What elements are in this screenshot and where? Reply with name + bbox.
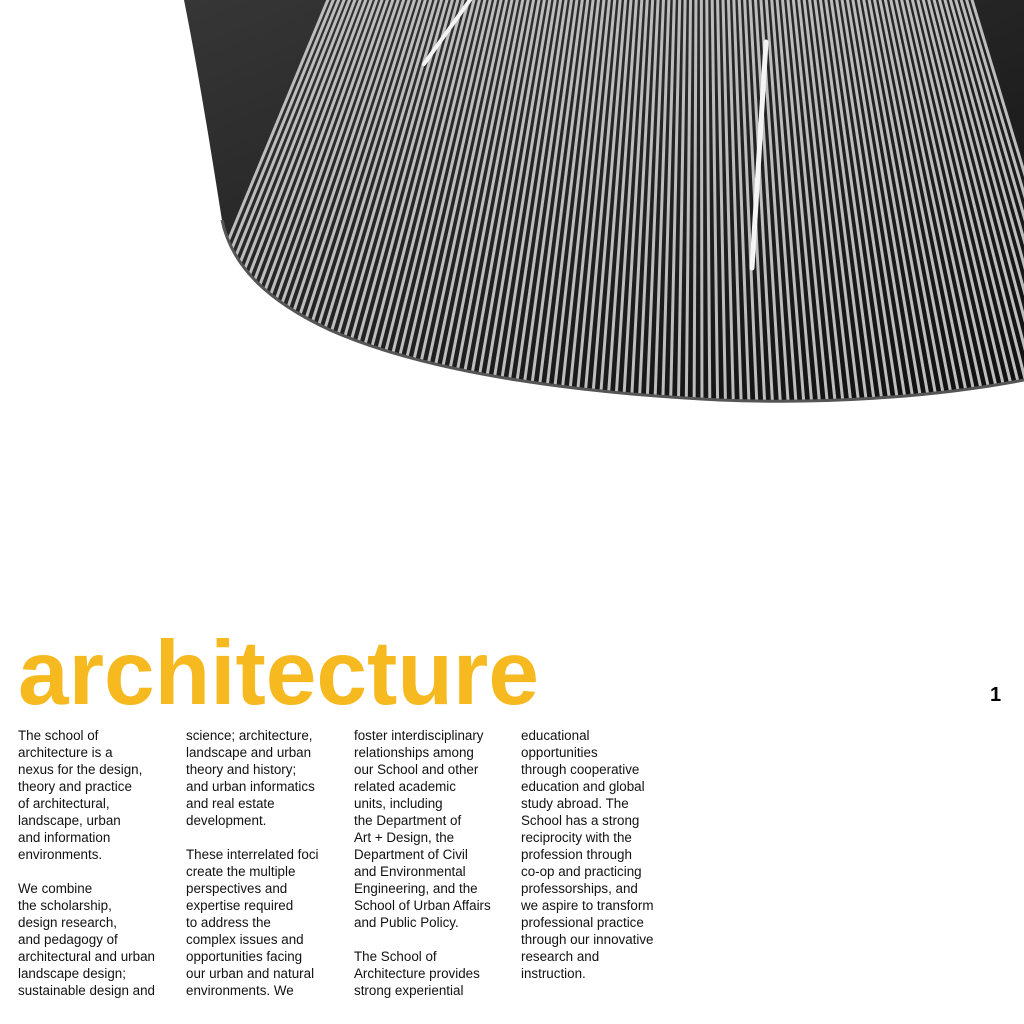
- text-column-2: [186, 727, 348, 999]
- text-line: professorships, and: [521, 881, 638, 896]
- text-line: profession through: [521, 847, 632, 862]
- text-column-1: [18, 727, 180, 999]
- text-line: opportunities: [521, 745, 598, 760]
- text-line: relationships among: [354, 745, 474, 760]
- text-line: strong experiential: [354, 983, 464, 998]
- text-line: the scholarship,: [18, 898, 112, 913]
- text-line: landscape design;: [18, 966, 126, 981]
- text-line: expertise required: [186, 898, 294, 913]
- text-line: theory and history;: [186, 762, 297, 777]
- text-line: through our innovative: [521, 932, 654, 947]
- text-line: our urban and natural: [186, 966, 315, 981]
- hero-photo: [0, 0, 1024, 420]
- text-line: to address the: [186, 915, 271, 930]
- text-line: our School and other: [354, 762, 479, 777]
- text-line: co-op and practicing: [521, 864, 642, 879]
- text-line: of architectural,: [18, 796, 110, 811]
- text-line: The School of: [354, 949, 437, 964]
- text-line: Art + Design, the: [354, 830, 455, 845]
- text-line: units, including: [354, 796, 443, 811]
- text-line: development.: [186, 813, 267, 828]
- text-line: We combine: [18, 881, 93, 896]
- text-line: instruction.: [521, 966, 586, 981]
- text-line: professional practice: [521, 915, 644, 930]
- text-line: foster interdisciplinary: [354, 728, 484, 743]
- text-line: we aspire to transform: [521, 898, 654, 913]
- text-line: related academic: [354, 779, 456, 794]
- text-line: and urban informatics: [186, 779, 315, 794]
- text-line: architectural and urban: [18, 949, 155, 964]
- text-line: environments. We: [186, 983, 294, 998]
- text-line: landscape and urban: [186, 745, 312, 760]
- text-line: opportunities facing: [186, 949, 303, 964]
- text-line: and Environmental: [354, 864, 466, 879]
- text-line: the Department of: [354, 813, 462, 828]
- text-line: reciprocity with the: [521, 830, 632, 845]
- page-title: architecture: [18, 623, 539, 724]
- text-line: Department of Civil: [354, 847, 468, 862]
- text-line: and Public Policy.: [354, 915, 459, 930]
- text-line: through cooperative: [521, 762, 640, 777]
- text-line: landscape, urban: [18, 813, 121, 828]
- text-line: architecture is a: [18, 745, 113, 760]
- body-paragraph: [521, 727, 683, 982]
- canopy-rib: [700, 0, 702, 420]
- text-line: create the multiple: [186, 864, 296, 879]
- text-line: Engineering, and the: [354, 881, 478, 896]
- text-line: educational: [521, 728, 590, 743]
- text-line: education and global: [521, 779, 645, 794]
- text-line: These interrelated foci: [186, 847, 319, 862]
- text-line: perspectives and: [186, 881, 288, 896]
- body-paragraph: [18, 880, 180, 999]
- text-line: design research,: [18, 915, 117, 930]
- text-line: complex issues and: [186, 932, 304, 947]
- body-paragraph: [354, 948, 516, 999]
- text-column-3: [354, 727, 516, 999]
- text-column-4: [521, 727, 683, 982]
- body-paragraph: [186, 846, 348, 999]
- text-line: theory and practice: [18, 779, 132, 794]
- text-line: and information: [18, 830, 111, 845]
- body-paragraph: [186, 727, 348, 829]
- text-line: study abroad. The: [521, 796, 629, 811]
- text-line: Architecture provides: [354, 966, 480, 981]
- text-line: sustainable design and: [18, 983, 155, 998]
- text-line: School of Urban Affairs: [354, 898, 491, 913]
- text-line: science; architecture,: [186, 728, 313, 743]
- text-line: nexus for the design,: [18, 762, 143, 777]
- text-line: environments.: [18, 847, 103, 862]
- text-line: School has a strong: [521, 813, 640, 828]
- text-line: and pedagogy of: [18, 932, 118, 947]
- body-paragraph: [354, 727, 516, 931]
- text-line: and real estate: [186, 796, 275, 811]
- text-line: research and: [521, 949, 600, 964]
- body-paragraph: [18, 727, 180, 863]
- text-line: The school of: [18, 728, 99, 743]
- page-number: 1: [990, 684, 1002, 706]
